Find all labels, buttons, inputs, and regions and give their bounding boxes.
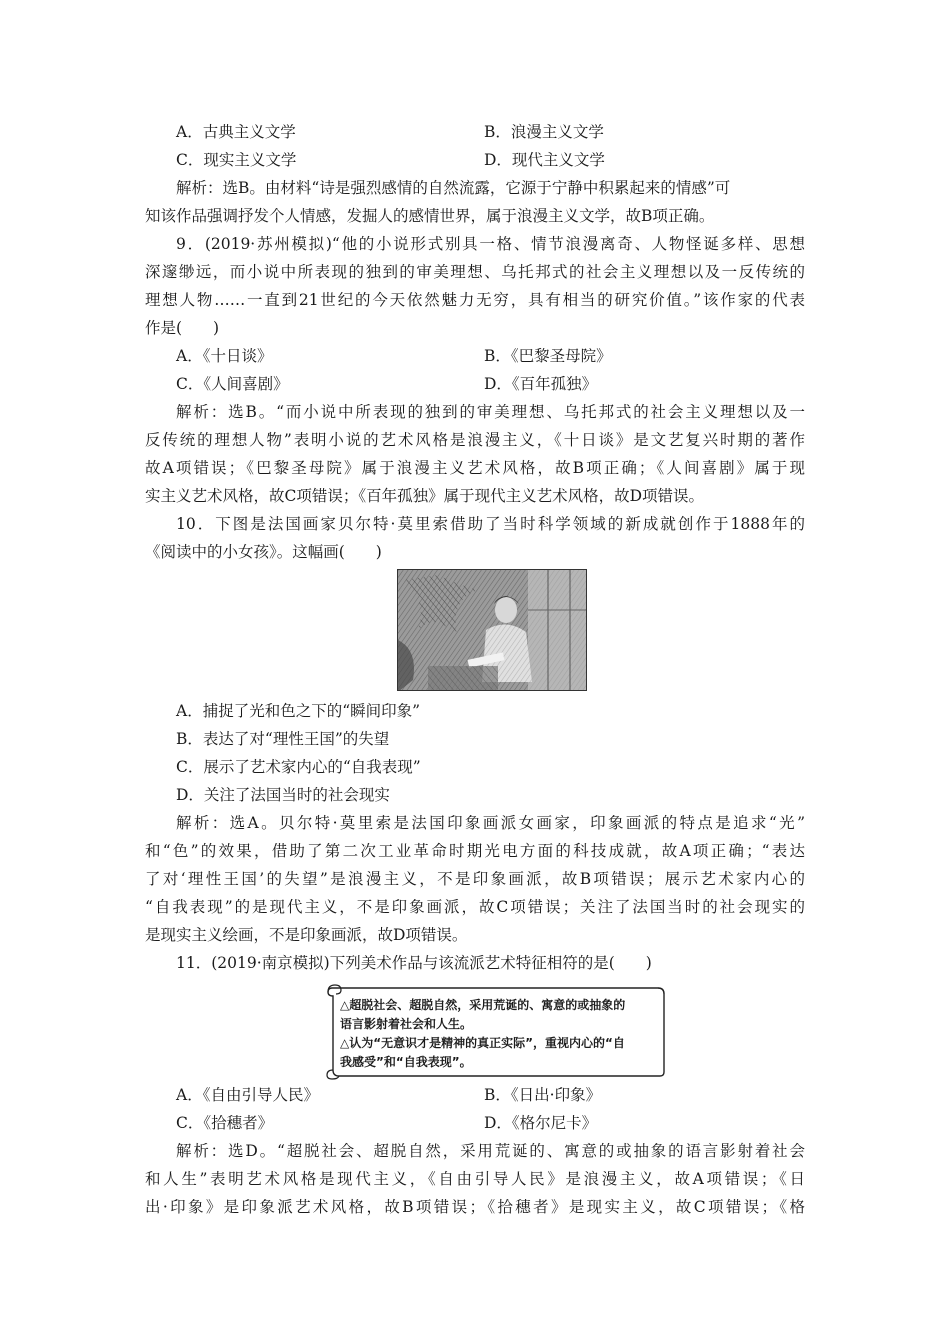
q10-analysis-line: 和“色”的效果，借助了第二次工业革命时期光电方面的科技成就，故A项正确；“表达 — [145, 842, 805, 860]
q11-option-d: D．《格尔尼卡》 — [484, 1114, 598, 1132]
q10-analysis-line: 是现实主义绘画，不是印象画派，故D项错误。 — [145, 926, 468, 944]
q10-option-d: D．关注了法国当时的社会现实 — [176, 786, 390, 804]
q8-option-c: C．现实主义文学 — [176, 151, 297, 169]
q10-option-b: B．表达了对“理性王国”的失望 — [176, 730, 390, 748]
girl-reading-painting — [398, 570, 587, 691]
q10-stem-line: 10．下图是法国画家贝尔特·莫里索借助了当时科学领域的新成就创作于1888年的 — [176, 515, 805, 533]
q9-stem-line: 作是( ) — [145, 319, 220, 337]
q10-stem-line: 《阅读中的小女孩》。这幅画( ) — [145, 543, 382, 561]
q8-analysis-line: 知该作品强调抒发个人情感，发掘人的感情世界，属于浪漫主义文学，故B项正确。 — [145, 207, 715, 225]
q10-analysis-line: “自我表现”的是现代主义，不是印象画派，故C项错误；关注了法国当时的社会现实的 — [145, 898, 805, 916]
scroll-text-line: 语言影射着社会和人生。 — [340, 1017, 473, 1031]
q11-analysis-line: 和人生”表明艺术风格是现代主义，《自由引导人民》是浪漫主义，故A项错误；《日 — [145, 1170, 805, 1188]
q11-option-a: A．《自由引导人民》 — [176, 1086, 319, 1104]
scroll-text-line: 我感受”和“自我表现”。 — [340, 1055, 472, 1069]
q8-analysis-line: 解析：选B。由材料“诗是强烈感情的自然流露，它源于宁静中积累起来的情感”可 — [176, 179, 731, 197]
q9-option-c: C．《人间喜剧》 — [176, 375, 289, 393]
q11-analysis-line: 出·印象》是印象派艺术风格，故B项错误；《拾穗者》是现实主义，故C项错误；《格 — [145, 1198, 805, 1216]
q10-option-c: C．展示了艺术家内心的“自我表现” — [176, 758, 421, 776]
q11-option-c: C．《拾穗者》 — [176, 1114, 274, 1132]
painting-figure — [397, 569, 587, 691]
q8-option-d: D．现代主义文学 — [484, 151, 605, 169]
q8-option-a: A．古典主义文学 — [176, 123, 296, 141]
q9-option-b: B．《巴黎圣母院》 — [484, 347, 612, 365]
scroll-text-line: △认为“无意识才是精神的真正实际”，重视内心的“自 — [340, 1036, 625, 1050]
q10-option-a: A．捕捉了光和色之下的“瞬间印象” — [176, 702, 421, 720]
q8-option-b: B．浪漫主义文学 — [484, 123, 604, 141]
q11-stem: 11．(2019·南京模拟)下列美术作品与该流派艺术特征相符的是( ) — [176, 954, 652, 972]
q9-analysis-line: 反传统的理想人物”表明小说的艺术风格是浪漫主义，《十日谈》是文艺复兴时期的著作 — [145, 431, 805, 449]
q9-option-a: A．《十日谈》 — [176, 347, 273, 365]
q9-analysis-line: 实主义艺术风格，故C项错误；《百年孤独》属于现代主义艺术风格，故D项错误。 — [145, 487, 705, 505]
q9-stem-line: 理想人物……一直到21世纪的今天依然魅力无穷，具有相当的研究价值。”该作家的代表 — [145, 291, 805, 309]
q10-analysis-line: 了对‘理性王国’的失望”是浪漫主义，不是印象画派，故B项错误；展示艺术家内心的 — [145, 870, 805, 888]
q10-analysis-line: 解析：选A。贝尔特·莫里索是法国印象画派女画家，印象画派的特点是追求“光” — [176, 814, 805, 832]
q11-option-b: B．《日出·印象》 — [484, 1086, 602, 1104]
scroll-text-line: △超脱社会、超脱自然，采用荒诞的、寓意的或抽象的 — [340, 998, 626, 1012]
q9-analysis-line: 故A项错误；《巴黎圣母院》属于浪漫主义艺术风格，故B项正确；《人间喜剧》属于现 — [145, 459, 805, 477]
q9-stem-line: 深邃缈远，而小说中所表现的独到的审美理想、乌托邦式的社会主义理想以及一反传统的 — [145, 263, 805, 281]
q9-analysis-line: 解析：选B。“而小说中所表现的独到的审美理想、乌托邦式的社会主义理想以及一 — [176, 403, 805, 421]
q11-analysis-line: 解析：选D。“超脱社会、超脱自然，采用荒诞的、寓意的或抽象的语言影射着社会 — [176, 1142, 805, 1160]
q9-stem-line: 9．(2019·苏州模拟)“他的小说形式别具一格、情节浪漫离奇、人物怪诞多样、思想 — [176, 235, 805, 253]
q9-option-d: D．《百年孤独》 — [484, 375, 598, 393]
